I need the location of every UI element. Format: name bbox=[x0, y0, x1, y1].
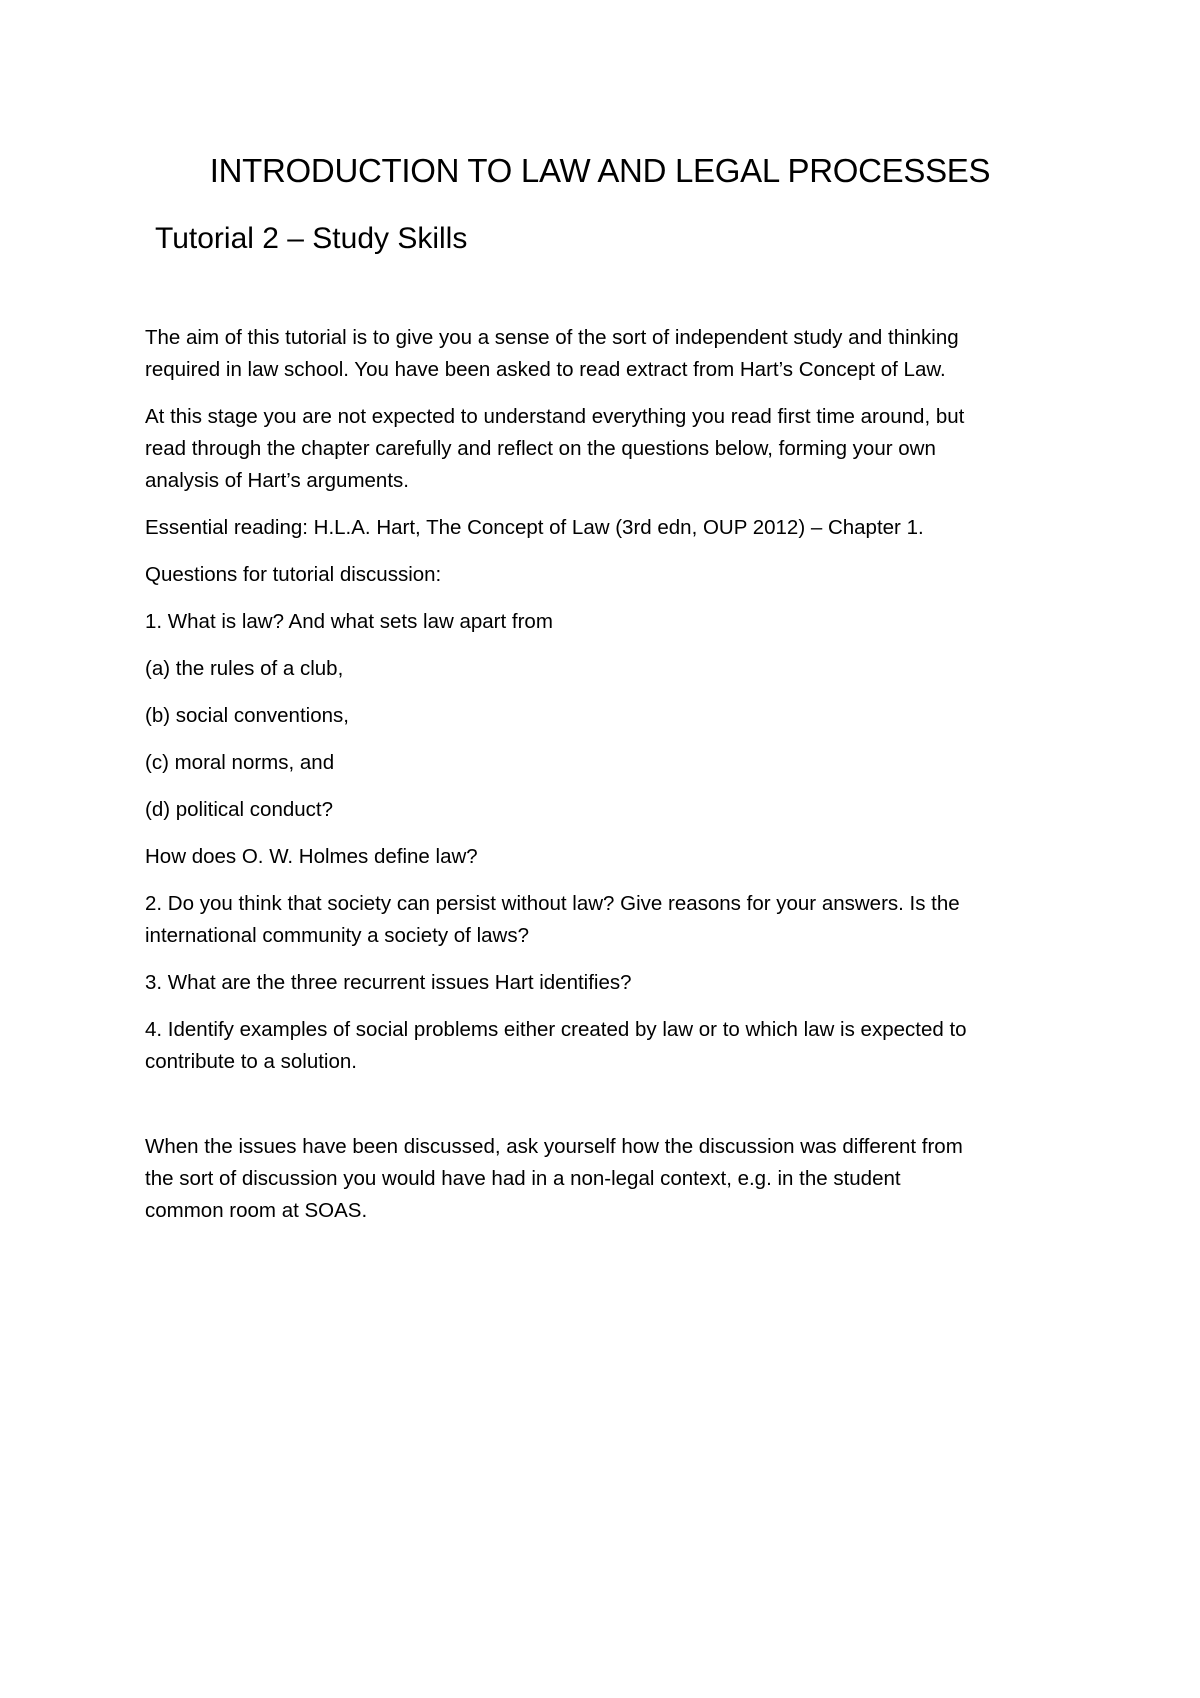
closing-line-3: common room at SOAS. bbox=[145, 1199, 368, 1222]
closing-line-2: the sort of discussion you would have had in a non-legal context, e.g. in the student bbox=[145, 1167, 901, 1190]
guidance-paragraph bbox=[145, 401, 1065, 497]
guidance-line-2: read through the chapter carefully and reflect on the questions below, forming your own bbox=[145, 437, 936, 460]
question-1-item-c: (c) moral norms, and bbox=[145, 751, 335, 774]
question-3: 3. What are the three recurrent issues Hart identifies? bbox=[145, 971, 632, 994]
question-4-line-2: contribute to a solution. bbox=[145, 1050, 357, 1073]
document-title: INTRODUCTION TO LAW AND LEGAL PROCESSES bbox=[209, 152, 991, 189]
essential-reading: Essential reading: H.L.A. Hart, The Concept of Law (3rd edn, OUP 2012) – Chapter 1. bbox=[145, 516, 924, 539]
document-body bbox=[145, 322, 1065, 1242]
intro-paragraph bbox=[145, 322, 1065, 386]
question-2-line-2: international community a society of laws? bbox=[145, 924, 529, 947]
document-subtitle: Tutorial 2 – Study Skills bbox=[155, 222, 468, 255]
question-1-item-d: (d) political conduct? bbox=[145, 798, 334, 821]
intro-line-2: required in law school. You have been asked to read extract from Hart’s Concept of Law. bbox=[145, 358, 946, 381]
question-1-item-a: (a) the rules of a club, bbox=[145, 657, 344, 680]
guidance-line-1: At this stage you are not expected to understand everything you read first time around, but bbox=[145, 405, 965, 428]
question-1-item-b: (b) social conventions, bbox=[145, 704, 349, 727]
question-2-line-1: 2. Do you think that society can persist without law? Give reasons for your answers. Is the bbox=[145, 892, 960, 915]
guidance-line-3: analysis of Hart’s arguments. bbox=[145, 469, 409, 492]
question-2 bbox=[145, 888, 1065, 952]
closing-paragraph bbox=[145, 1131, 1065, 1227]
question-1: 1. What is law? And what sets law apart from bbox=[145, 610, 553, 633]
intro-line-1: The aim of this tutorial is to give you a sense of the sort of independent study and thinking bbox=[145, 326, 959, 349]
question-4-line-1: 4. Identify examples of social problems either created by law or to which law is expected to bbox=[145, 1018, 967, 1041]
closing-line-1: When the issues have been discussed, ask yourself how the discussion was different from bbox=[145, 1135, 963, 1158]
question-1-followup: How does O. W. Holmes define law? bbox=[145, 845, 478, 868]
questions-heading: Questions for tutorial discussion: bbox=[145, 563, 442, 586]
question-4 bbox=[145, 1014, 1065, 1078]
